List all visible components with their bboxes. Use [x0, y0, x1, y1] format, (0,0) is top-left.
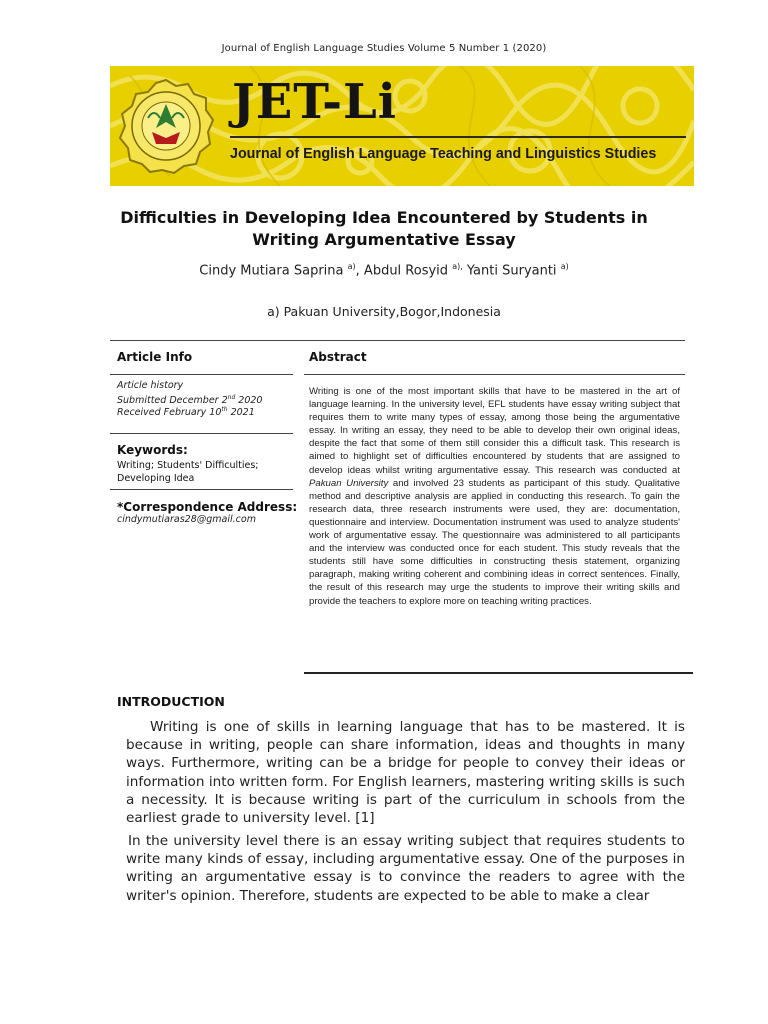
correspondence-rule [110, 489, 293, 490]
journal-title: JET-Li [232, 74, 397, 130]
received-date-text: Received February 10 [117, 407, 222, 419]
introduction-paragraph-1: Writing is one of skills in learning language that has to be mastered. It is because in writing, people can share information, ideas and thoughts in many ways. Furthermore, writing can be a bridge for people to convey their ideas or information into written form. For English learners, mastering writing skills is such a necessity. It is because writing is part of the curriculum in schools from the earliest grade to university level. [1] [126, 719, 685, 827]
journal-subtitle: Journal of English Language Teaching and Linguistics Studies [230, 146, 657, 162]
banner-divider [230, 136, 686, 138]
keywords-rule [110, 433, 293, 434]
info-header-rule [110, 374, 293, 375]
author-name: Yanti Suryanti [466, 263, 557, 279]
author-name: Cindy Mutiara Saprina [199, 263, 344, 279]
abstract-text [309, 385, 680, 608]
received-date [117, 404, 255, 419]
submitted-date-ordinal: nd [227, 394, 236, 401]
author-name: Abdul Rosyid [363, 263, 449, 279]
submitted-date-year: 2020 [235, 395, 263, 407]
keywords-line-1: Writing; Students' Difficulties; [117, 460, 259, 471]
article-history-label: Article history [117, 380, 184, 391]
article-info-heading: Article Info [117, 350, 193, 364]
abstract-header-rule [304, 374, 685, 375]
received-date-ordinal: th [221, 406, 228, 413]
abstract-institution: Pakuan University [309, 477, 389, 489]
abstract-part-1: Writing is one of the most important skills that have to be mastered in the art of language learning. In the university level, EFL students have essay writing subject that requires them to write many types of essay, among those being the argumentative essay. In writing an essay, they need to be able to develop their own original ideas, despite the fact that some of them still consider this a difficult task. This research is aimed to highlight set of difficulties encountered by students that are assigned to develop ideas whilst writing argumentative essay. This research was conducted at [309, 386, 680, 476]
keywords-line-2: Developing Idea [117, 473, 195, 484]
received-date-year: 2021 [227, 407, 255, 419]
info-top-rule [110, 340, 685, 341]
abstract-heading: Abstract [309, 350, 367, 364]
affiliation-mark: a), [452, 262, 463, 271]
affiliation-mark: a) [560, 262, 569, 271]
submitted-date-text: Submitted December 2 [117, 395, 228, 407]
correspondence-heading: *Correspondence Address: [117, 500, 298, 514]
running-head: Journal of English Language Studies Volume 5 Number 1 (2020) [221, 43, 547, 54]
paper-title-line-1: Difficulties in Developing Idea Encountered by Students in [120, 208, 648, 227]
author-separator: , [355, 263, 364, 279]
journal-banner [110, 66, 694, 186]
abstract-part-2: and involved 23 students as participant of this study. Qualitative method and descriptive analysis are applied in conducting this research. To gain the research data, three research instruments were used, they are: documentation, questionnaire and interview. Documentation instrument was used to analyze students' work of argumentative essay. The questionnaire was administered to all participants and the interview was conducted once for each student. This study reveals that the students still have some difficulties in constructing thesis statement, organizing paragraph, making writing coherent and combining ideas in correct sentences. Finally, the result of this research may urge the students to improve their writing skills and provide the teachers to explore more on teaching writing practices. [309, 477, 680, 607]
keywords-list [117, 459, 297, 485]
introduction-heading: INTRODUCTION [117, 694, 225, 709]
affiliation-mark: a) [347, 262, 356, 271]
keywords-heading: Keywords: [117, 443, 188, 457]
affiliation: a) Pakuan University,Bogor,Indonesia [267, 304, 501, 319]
correspondence-email: cindymutiaras28@gmail.com [117, 514, 256, 525]
paper-title-line-2: Writing Argumentative Essay [252, 230, 516, 249]
paper-title [0, 207, 768, 251]
abstract-bottom-rule [304, 672, 693, 674]
university-logo [118, 78, 214, 174]
introduction-paragraph-2: In the university level there is an essay writing subject that requires students to write many kinds of essay, including argumentative essay. One of the purposes in writing an argumentative essay is to convince the readers to agree with the writer's opinion. Therefore, students are expected to be able to make a clear [126, 833, 685, 904]
author-list [0, 262, 768, 278]
